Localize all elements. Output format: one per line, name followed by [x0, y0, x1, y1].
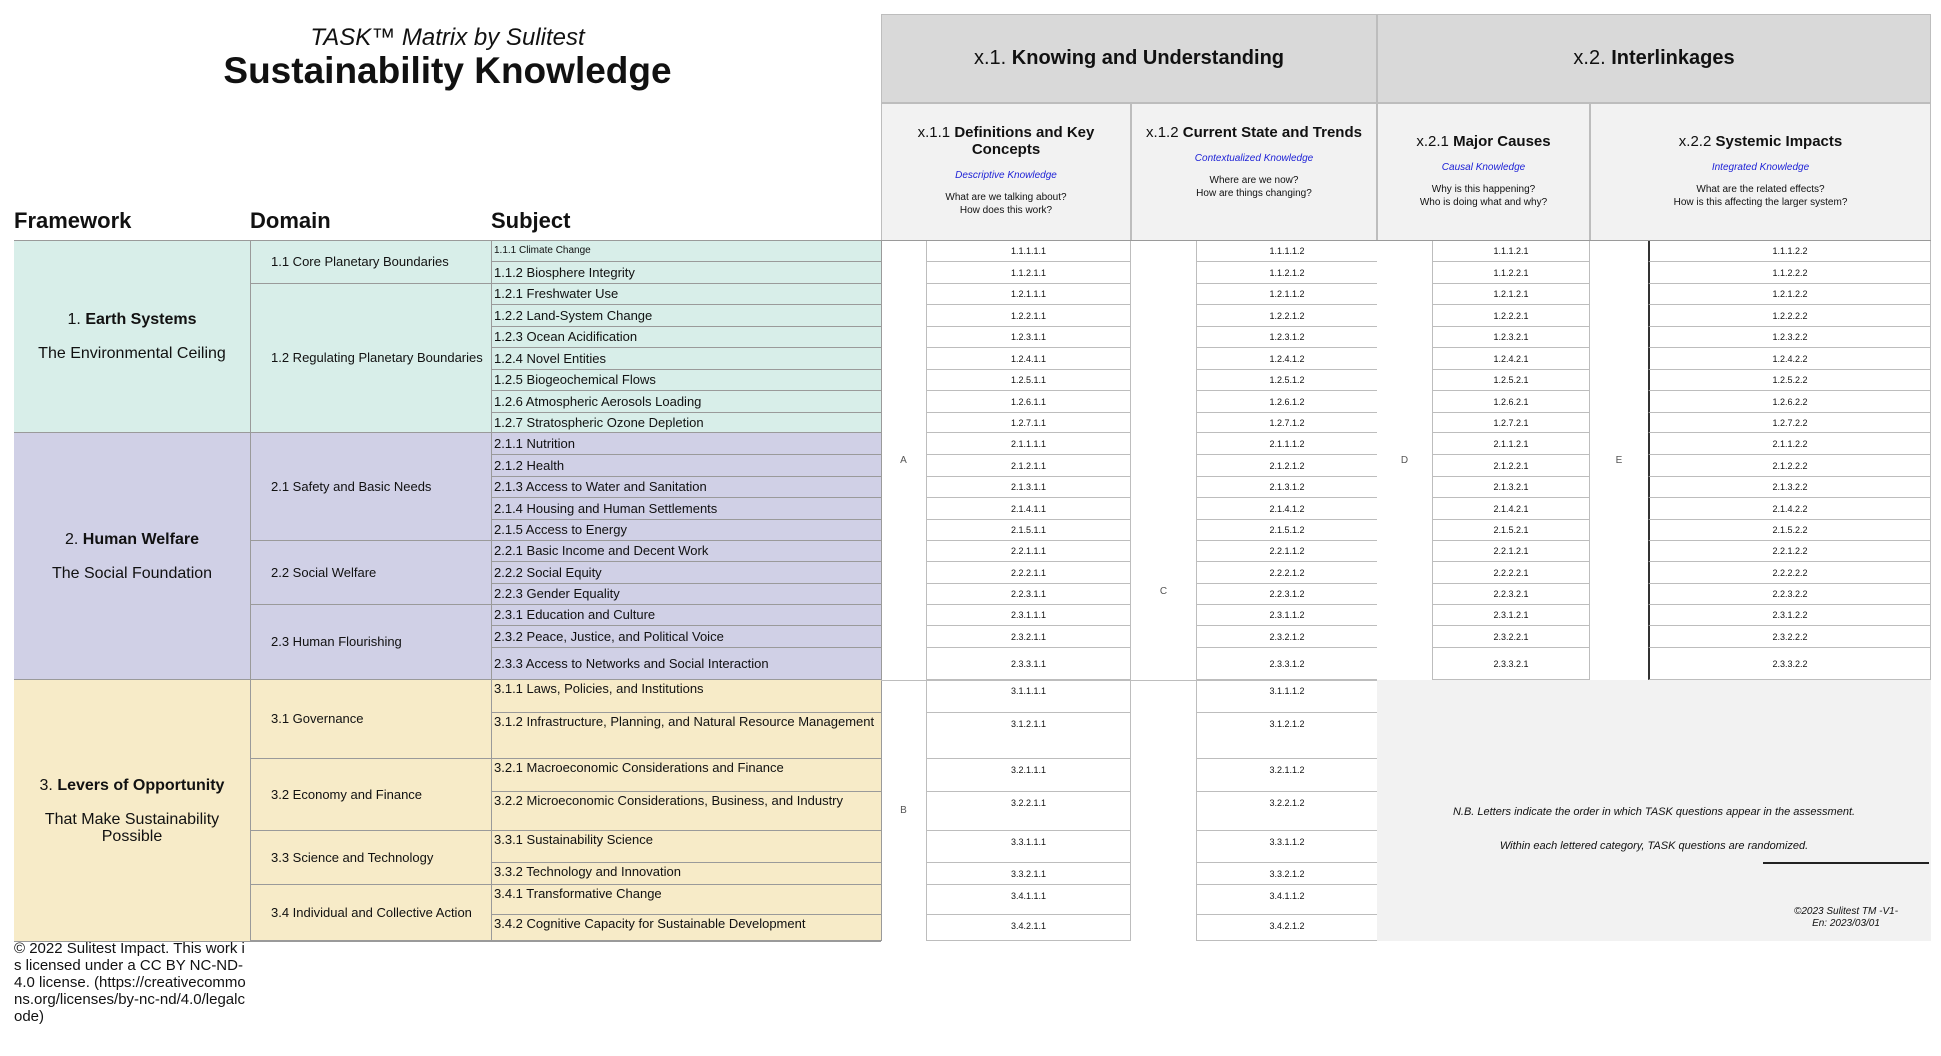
table-border — [1930, 241, 1931, 680]
code-cell: 2.1.2.1.2 — [1196, 455, 1377, 477]
code-cell: 2.3.2.2.2 — [1648, 626, 1931, 648]
subject-cell: 3.2.1 Macroeconomic Considerations and Finance — [491, 759, 881, 792]
code-cell: 1.2.3.1.1 — [926, 327, 1131, 348]
code-cell: 1.2.3.2.2 — [1648, 327, 1931, 348]
subject-cell: 1.1.1 Climate Change — [491, 241, 881, 262]
subject-cell: 3.4.2 Cognitive Capacity for Sustainable Development — [491, 915, 881, 941]
subheader-label: Definitions and Key Concepts — [954, 124, 1095, 158]
subject-cell: 2.2.1 Basic Income and Decent Work — [491, 541, 881, 562]
code-cell: 3.1.1.1.2 — [1196, 680, 1377, 713]
code-cell: 2.2.1.2.2 — [1648, 541, 1931, 562]
randomization-note: Within each lettered category, TASK questions are randomized. — [1499, 840, 1809, 852]
subheader-label: Systemic Impacts — [1715, 133, 1843, 150]
subject-cell: 2.1.5 Access to Energy — [491, 520, 881, 541]
code-cell: 2.1.3.2.2 — [1648, 477, 1931, 498]
code-cell: 1.2.6.1.1 — [926, 391, 1131, 413]
subject-cell: 3.3.2 Technology and Innovation — [491, 863, 881, 885]
domain-cell: 3.4 Individual and Collective Action — [250, 885, 491, 941]
code-cell: 1.2.3.1.2 — [1196, 327, 1377, 348]
code-cell: 2.1.2.2.1 — [1432, 455, 1590, 477]
code-cell: 2.2.3.1.1 — [926, 584, 1131, 605]
code-cell: 2.1.2.1.1 — [926, 455, 1131, 477]
code-cell: 1.2.5.2.2 — [1648, 370, 1931, 391]
code-cell: 2.2.2.1.1 — [926, 562, 1131, 584]
subheader-prefix: x.2.1 — [1416, 133, 1449, 150]
code-cell: 2.1.5.1.2 — [1196, 520, 1377, 541]
code-cell: 1.1.1.1.2 — [1196, 241, 1377, 262]
code-cell: 1.1.1.2.2 — [1648, 241, 1931, 262]
subject-cell: 3.1.1 Laws, Policies, and Institutions — [491, 680, 881, 713]
framework-name: Human Welfare — [82, 530, 199, 548]
subject-cell: 2.3.2 Peace, Justice, and Political Voice — [491, 626, 881, 648]
code-cell: 1.2.4.2.2 — [1648, 348, 1931, 370]
code-cell: 2.1.5.2.2 — [1648, 520, 1931, 541]
framework-name: Earth Systems — [85, 311, 197, 328]
code-cell: 2.3.3.2.1 — [1432, 648, 1590, 680]
guiding-question: How are things changing? — [1196, 188, 1312, 199]
code-cell: 3.4.1.1.2 — [1196, 885, 1377, 915]
domain-cell: 3.1 Governance — [250, 680, 491, 759]
code-cell: 2.2.3.2.2 — [1648, 584, 1931, 605]
guiding-question: Where are we now? — [1209, 175, 1299, 186]
code-cell: 2.3.2.2.1 — [1432, 626, 1590, 648]
framework-earth-systems — [14, 241, 250, 433]
guiding-question: Why is this happening? — [1431, 184, 1536, 195]
knowledge-type: Contextualized Knowledge — [1194, 153, 1314, 164]
code-cell: 3.3.2.1.2 — [1196, 863, 1377, 885]
framework-name: Levers of Opportunity — [57, 776, 225, 794]
code-cell: 3.3.1.1.2 — [1196, 831, 1377, 863]
subheader-label: Current State and Trends — [1182, 124, 1362, 141]
subject-cell: 1.2.4 Novel Entities — [491, 348, 881, 370]
guiding-question: How is this affecting the larger system? — [1673, 197, 1848, 208]
code-cell: 3.1.2.1.2 — [1196, 713, 1377, 759]
code-cell: 1.1.2.2.1 — [1432, 262, 1590, 284]
knowledge-type: Causal Knowledge — [1441, 162, 1526, 173]
code-cell: 2.2.3.1.2 — [1196, 584, 1377, 605]
code-cell: 3.4.2.1.1 — [926, 915, 1131, 941]
code-cell: 2.1.4.2.1 — [1432, 498, 1590, 520]
code-cell: 2.3.1.2.2 — [1648, 605, 1931, 626]
code-cell: 1.1.1.2.1 — [1432, 241, 1590, 262]
framework-column-header: Framework — [14, 208, 132, 233]
code-cell: 2.1.1.2.1 — [1432, 433, 1590, 455]
domain-cell: 1.2 Regulating Planetary Boundaries — [250, 284, 491, 433]
subject-cell: 3.1.2 Infrastructure, Planning, and Natural Resource Management — [491, 713, 881, 759]
subheader-prefix: x.1.1 — [917, 124, 951, 141]
domain-cell: 3.3 Science and Technology — [250, 831, 491, 885]
subheader-label: Major Causes — [1453, 133, 1551, 150]
code-cell: 1.2.1.2.1 — [1432, 284, 1590, 305]
header-label: Interlinkages — [1611, 47, 1735, 69]
code-cell: 3.4.1.1.1 — [926, 885, 1131, 915]
code-cell: 2.2.2.2.1 — [1432, 562, 1590, 584]
code-cell: 2.3.3.2.2 — [1648, 648, 1931, 680]
code-cell: 3.2.2.1.1 — [926, 792, 1131, 831]
code-cell: 1.2.3.2.1 — [1432, 327, 1590, 348]
code-cell: 2.2.2.2.2 — [1648, 562, 1931, 584]
order-letter-a: A — [900, 455, 907, 466]
code-cell: 1.2.7.2.2 — [1648, 413, 1931, 433]
code-cell: 3.3.1.1.1 — [926, 831, 1131, 863]
code-cell: 1.2.2.1.2 — [1196, 305, 1377, 327]
header-prefix: x.1. — [973, 47, 1007, 69]
code-cell: 2.1.4.1.1 — [926, 498, 1131, 520]
guiding-question: What are the related effects? — [1696, 184, 1825, 195]
code-cell: 1.2.5.2.1 — [1432, 370, 1590, 391]
code-cell: 2.1.2.2.2 — [1648, 455, 1931, 477]
subheader-prefix: x.1.2 — [1146, 124, 1179, 141]
order-letter-d: D — [1400, 455, 1409, 466]
code-cell: 3.4.2.1.2 — [1196, 915, 1377, 941]
code-cell: 2.1.3.2.1 — [1432, 477, 1590, 498]
guiding-question: What are we talking about? — [945, 192, 1067, 203]
code-cell: 2.1.1.2.2 — [1648, 433, 1931, 455]
code-cell: 2.3.2.1.1 — [926, 626, 1131, 648]
license-text: © 2022 Sulitest Impact. This work is licensed under a CC BY NC-ND-4.0 license. (https://creativecommons.org/licenses/by-nc-nd/4.0/legalcode) — [14, 940, 246, 1025]
subject-cell: 3.4.1 Transformative Change — [491, 885, 881, 915]
subject-cell: 1.2.5 Biogeochemical Flows — [491, 370, 881, 391]
guiding-question: Who is doing what and why? — [1419, 197, 1548, 208]
code-cell: 2.2.3.2.1 — [1432, 584, 1590, 605]
subheader-major-causes — [1377, 103, 1590, 241]
framework-number: 3. — [39, 776, 53, 794]
knowledge-type: Integrated Knowledge — [1711, 162, 1810, 173]
page-title: Sustainability Knowledge — [223, 50, 672, 91]
code-cell: 2.2.2.1.2 — [1196, 562, 1377, 584]
subject-cell: 2.2.2 Social Equity — [491, 562, 881, 584]
code-cell: 2.1.4.2.2 — [1648, 498, 1931, 520]
code-cell: 1.2.7.1.2 — [1196, 413, 1377, 433]
code-cell: 1.2.1.1.2 — [1196, 284, 1377, 305]
code-cell: 3.1.2.1.1 — [926, 713, 1131, 759]
subject-cell: 2.1.1 Nutrition — [491, 433, 881, 455]
code-cell: 1.2.2.2.2 — [1648, 305, 1931, 327]
domain-cell: 2.2 Social Welfare — [250, 541, 491, 605]
framework-tagline: The Environmental Ceiling — [38, 345, 226, 362]
code-cell: 1.2.5.1.1 — [926, 370, 1131, 391]
code-cell: 2.1.1.1.1 — [926, 433, 1131, 455]
subject-cell: 2.1.2 Health — [491, 455, 881, 477]
code-cell: 2.1.5.2.1 — [1432, 520, 1590, 541]
code-cell: 3.3.2.1.1 — [926, 863, 1131, 885]
domain-cell: 1.1 Core Planetary Boundaries — [250, 241, 491, 284]
subject-cell: 2.3.3 Access to Networks and Social Interaction — [491, 648, 881, 680]
order-note: N.B. Letters indicate the order in which TASK questions appear in the assessment. — [1452, 806, 1856, 818]
order-letter-c: C — [1159, 585, 1168, 597]
code-cell: 1.2.1.1.1 — [926, 284, 1131, 305]
subject-cell: 2.2.3 Gender Equality — [491, 584, 881, 605]
code-cell: 1.2.6.1.2 — [1196, 391, 1377, 413]
notes-panel — [1377, 680, 1931, 941]
framework-tagline: The Social Foundation — [51, 564, 213, 582]
code-cell: 1.2.7.2.1 — [1432, 413, 1590, 433]
copyright-line: ©2023 Sulitest TM -V1- — [1793, 906, 1899, 917]
code-cell: 2.1.3.1.2 — [1196, 477, 1377, 498]
subheader-systemic-impacts — [1590, 103, 1931, 241]
code-cell: 3.2.1.1.2 — [1196, 759, 1377, 792]
subject-cell: 2.3.1 Education and Culture — [491, 605, 881, 626]
edition-date: En: 2023/03/01 — [1812, 918, 1880, 929]
code-cell: 2.3.1.1.1 — [926, 605, 1131, 626]
subject-cell: 2.1.3 Access to Water and Sanitation — [491, 477, 881, 498]
framework-number: 1. — [67, 311, 81, 328]
code-cell: 2.1.3.1.1 — [926, 477, 1131, 498]
code-cell: 1.2.5.1.2 — [1196, 370, 1377, 391]
header-knowing-understanding — [881, 14, 1377, 103]
code-cell: 3.2.1.1.1 — [926, 759, 1131, 792]
subject-cell: 2.1.4 Housing and Human Settlements — [491, 498, 881, 520]
code-cell: 2.1.4.1.2 — [1196, 498, 1377, 520]
subject-cell: 1.1.2 Biosphere Integrity — [491, 262, 881, 284]
matrix-subtitle: TASK™ Matrix by Sulitest — [310, 24, 585, 51]
code-cell: 2.1.5.1.1 — [926, 520, 1131, 541]
code-cell: 2.3.3.1.2 — [1196, 648, 1377, 680]
code-cell: 2.2.1.1.2 — [1196, 541, 1377, 562]
order-letter-e: E — [1615, 455, 1623, 466]
subject-cell: 1.2.1 Freshwater Use — [491, 284, 881, 305]
subject-cell: 1.2.3 Ocean Acidification — [491, 327, 881, 348]
order-letter-b: B — [900, 805, 907, 816]
header-label: Knowing and Understanding — [1011, 47, 1285, 69]
code-cell: 1.1.1.1.1 — [926, 241, 1131, 262]
knowledge-type: Descriptive Knowledge — [955, 170, 1057, 181]
title-block — [14, 14, 881, 240]
subject-column-header: Subject — [491, 208, 571, 233]
code-cell: 1.2.6.2.1 — [1432, 391, 1590, 413]
code-cell: 1.2.4.2.1 — [1432, 348, 1590, 370]
code-cell: 1.2.7.1.1 — [926, 413, 1131, 433]
subject-cell: 1.2.7 Stratospheric Ozone Depletion — [491, 413, 881, 433]
code-cell: 1.2.4.1.1 — [926, 348, 1131, 370]
framework-tagline: That Make Sustainability Possible — [44, 810, 220, 845]
divider — [1763, 862, 1929, 864]
domain-cell: 3.2 Economy and Finance — [250, 759, 491, 831]
subject-cell: 1.2.6 Atmospheric Aerosols Loading — [491, 391, 881, 413]
subject-cell: 1.2.2 Land-System Change — [491, 305, 881, 327]
code-cell: 1.2.2.2.1 — [1432, 305, 1590, 327]
code-cell: 1.2.2.1.1 — [926, 305, 1131, 327]
subheader-definitions — [881, 103, 1131, 241]
guiding-question: How does this work? — [959, 205, 1053, 216]
subject-cell: 3.3.1 Sustainability Science — [491, 831, 881, 863]
code-cell: 3.1.1.1.1 — [926, 680, 1131, 713]
framework-human-welfare — [14, 433, 250, 680]
code-cell: 3.2.2.1.2 — [1196, 792, 1377, 831]
subject-cell: 3.2.2 Microeconomic Considerations, Business, and Industry — [491, 792, 881, 831]
header-interlinkages — [1377, 14, 1931, 103]
subheader-current-state — [1131, 103, 1377, 241]
code-cell: 1.2.1.2.2 — [1648, 284, 1931, 305]
code-cell: 1.1.2.1.1 — [926, 262, 1131, 284]
code-cell: 1.2.6.2.2 — [1648, 391, 1931, 413]
domain-column-header: Domain — [250, 208, 331, 233]
header-prefix: x.2. — [1573, 47, 1606, 69]
code-cell: 2.3.1.2.1 — [1432, 605, 1590, 626]
code-cell: 1.1.2.1.2 — [1196, 262, 1377, 284]
code-cell: 1.1.2.2.2 — [1648, 262, 1931, 284]
framework-levers-of-opportunity — [14, 680, 250, 941]
domain-cell: 2.1 Safety and Basic Needs — [250, 433, 491, 541]
domain-cell: 2.3 Human Flourishing — [250, 605, 491, 680]
code-cell: 2.3.1.1.2 — [1196, 605, 1377, 626]
copyright-note — [1763, 906, 1929, 930]
code-cell: 2.2.1.1.1 — [926, 541, 1131, 562]
code-cell: 2.1.1.1.2 — [1196, 433, 1377, 455]
code-cell: 2.3.2.1.2 — [1196, 626, 1377, 648]
code-cell: 2.3.3.1.1 — [926, 648, 1131, 680]
code-cell: 1.2.4.1.2 — [1196, 348, 1377, 370]
code-cell: 2.2.1.2.1 — [1432, 541, 1590, 562]
framework-number: 2. — [65, 530, 79, 548]
subheader-prefix: x.2.2 — [1678, 133, 1712, 150]
